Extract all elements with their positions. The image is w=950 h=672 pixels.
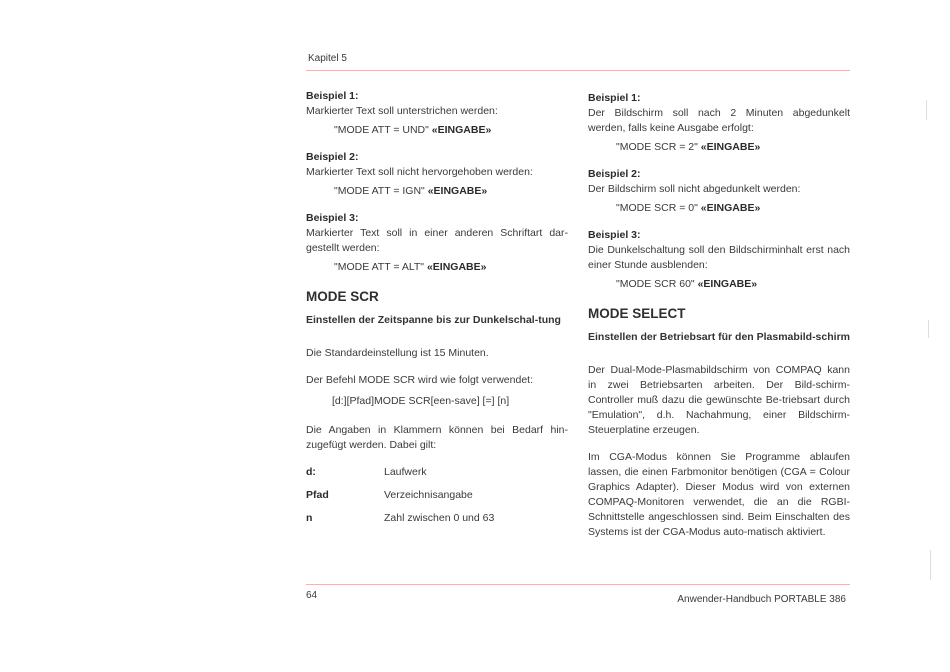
example-command bbox=[334, 184, 568, 199]
enter-key: «EINGABE» bbox=[431, 124, 492, 136]
right-column bbox=[588, 91, 850, 540]
paragraph: Die Standardeinstellung ist 15 Minuten. bbox=[306, 347, 489, 359]
enter-key: «EINGABE» bbox=[700, 202, 761, 214]
left-column bbox=[306, 89, 568, 534]
page-edge-mark bbox=[928, 320, 929, 338]
example-command bbox=[616, 201, 850, 216]
section-subtitle: Einstellen der Zeitspanne bis zur Dunkelschal-tung bbox=[306, 314, 561, 326]
section-subtitle: Einstellen der Betriebsart für den Plasmabild-schirm bbox=[588, 331, 850, 343]
section-title: MODE SELECT bbox=[588, 306, 686, 321]
example-heading: Beispiel 3: bbox=[588, 229, 641, 241]
definition-row bbox=[306, 511, 568, 534]
header-rule bbox=[306, 70, 850, 71]
definition-term: d: bbox=[306, 466, 316, 478]
example-heading: Beispiel 3: bbox=[306, 212, 359, 224]
example-text: Markierter Text soll unterstrichen werden: bbox=[306, 105, 498, 117]
definition-list bbox=[306, 465, 568, 534]
definition-row bbox=[306, 488, 568, 511]
enter-key: «EINGABE» bbox=[427, 185, 488, 197]
command-text: "MODE SCR = 0" bbox=[616, 202, 698, 214]
enter-key: «EINGABE» bbox=[697, 278, 758, 290]
definition-term: Pfad bbox=[306, 489, 329, 501]
example-heading: Beispiel 2: bbox=[306, 151, 359, 163]
chapter-header: Kapitel 5 bbox=[308, 53, 347, 64]
example-text: Die Dunkelschaltung soll den Bildschirminhalt erst nach einer Stunde ausblenden: bbox=[588, 244, 850, 271]
enter-key: «EINGABE» bbox=[426, 261, 487, 273]
paragraph: Der Befehl MODE SCR wird wie folgt verwendet: bbox=[306, 374, 533, 386]
example-heading: Beispiel 1: bbox=[306, 90, 359, 102]
example-command bbox=[334, 123, 568, 138]
example-text: Der Bildschirm soll nach 2 Minuten abgedunkelt werden, falls keine Ausgabe erfolgt: bbox=[588, 107, 850, 134]
footer-title: Anwender-Handbuch PORTABLE 386 bbox=[677, 594, 846, 605]
paragraph: Im CGA-Modus können Sie Programme ablaufen lassen, die einen Farbmonitor benötigen (CGA = Colour Graphics Adapter). Dieser Modus wird von externen COMPAQ-Monitoren verwendet, die an die RGBI-Schnittstelle angeschlossen sind. Beim Einschalten des Systems ist der CGA-Modus auto-matisch aktiviert. bbox=[588, 451, 850, 538]
example-command bbox=[616, 140, 850, 155]
example-heading: Beispiel 2: bbox=[588, 168, 641, 180]
example-command bbox=[334, 260, 568, 275]
paragraph: Die Angaben in Klammern können bei Bedarf hin-zugefügt werden. Dabei gilt: bbox=[306, 424, 568, 451]
definition-desc: Zahl zwischen 0 und 63 bbox=[384, 512, 495, 524]
syntax-line: [d:][Pfad]MODE SCR[een-save] [=] [n] bbox=[332, 395, 510, 407]
page-edge-mark bbox=[926, 100, 927, 120]
command-text: "MODE ATT = ALT" bbox=[334, 261, 425, 273]
definition-desc: Laufwerk bbox=[384, 466, 427, 478]
definition-row bbox=[306, 465, 568, 488]
example-text: Markierter Text soll in einer anderen Schriftart dar-gestellt werden: bbox=[306, 227, 568, 254]
example-text: Der Bildschirm soll nicht abgedunkelt werden: bbox=[588, 183, 801, 195]
example-command bbox=[616, 277, 850, 292]
definition-desc: Verzeichnisangabe bbox=[384, 489, 473, 501]
page-number: 64 bbox=[306, 590, 318, 601]
enter-key: «EINGABE» bbox=[700, 141, 761, 153]
command-text: "MODE SCR = 2" bbox=[616, 141, 698, 153]
command-text: "MODE ATT = UND" bbox=[334, 124, 429, 136]
command-text: "MODE ATT = IGN" bbox=[334, 185, 425, 197]
section-title: MODE SCR bbox=[306, 289, 379, 304]
paragraph: Der Dual-Mode-Plasmabildschirm von COMPAQ kann in zwei Betriebsarten arbeiten. Der Bild-schirm-Controller muß dazu die gewünschte Be-triebsart durch "Emulation", d.h. Nachahmung, einer Bildschirm-Steuerplatine erzeugen. bbox=[588, 364, 850, 436]
command-text: "MODE SCR 60" bbox=[616, 278, 695, 290]
footer-rule bbox=[306, 584, 850, 585]
example-text: Markierter Text soll nicht hervorgehoben werden: bbox=[306, 166, 533, 178]
example-heading: Beispiel 1: bbox=[588, 92, 641, 104]
page-edge-mark bbox=[930, 550, 931, 580]
definition-term: n bbox=[306, 512, 313, 524]
